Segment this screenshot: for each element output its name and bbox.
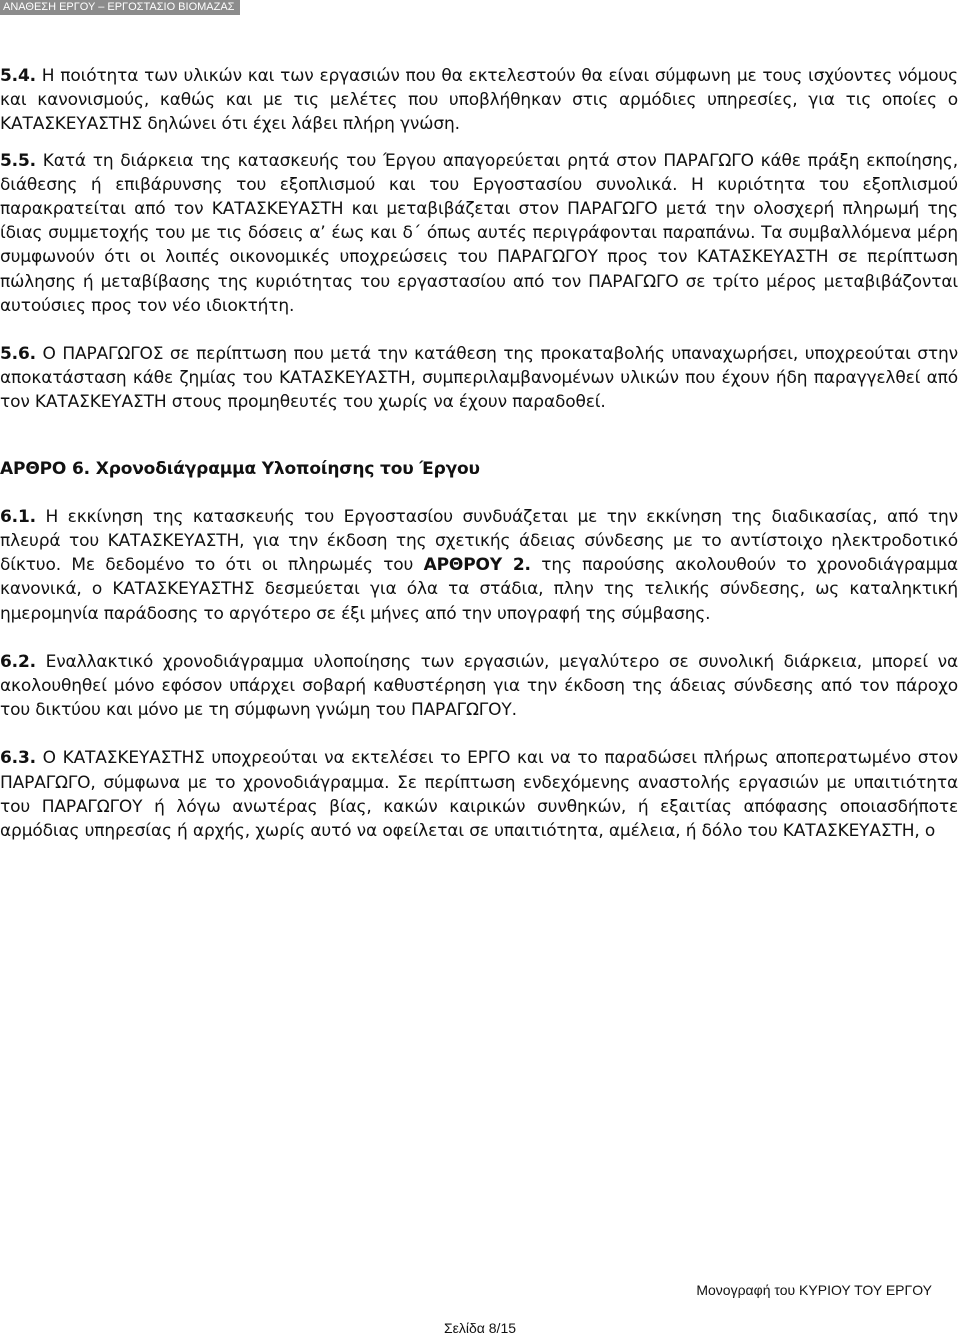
paragraph-5-5 <box>0 149 958 318</box>
paragraph-number: 6.1. <box>0 506 36 527</box>
page-number: Σελίδα 8/15 <box>443 1320 517 1336</box>
paragraph-5-6 <box>0 342 958 415</box>
paragraph-text: Ο ΠΑΡΑΓΩΓΟΣ σε περίπτωση που μετά την κατάθεση της προκαταβολής υπαναχωρήσει, υποχρεούται στην αποκατάσταση κάθε ζημίας του ΚΑΤΑΣΚΕΥΑΣΤΗ, συμπεριλαμβανομένων υλικών που έχουν ήδη παραγγελθεί από τον ΚΑΤΑΣΚΕΥΑΣΤΗ στους προμηθευτές του χωρίς να έχουν παραδοθεί. <box>0 344 958 413</box>
paragraph-text: Η ποιότητα των υλικών και των εργασιών που θα εκτελεστούν θα είναι σύμφωνη με τους ισχύοντες νόμους και κανονισμούς, καθώς και με τις μελέτες που υποβλήθηκαν στις αρμόδιες υπηρεσίες, για τις οποίες ο ΚΑΤΑΣΚΕΥΑΣΤΗΣ δηλώνει ότι έχει λάβει πλήρη γνώση. <box>0 66 958 135</box>
paragraph-text: Κατά τη διάρκεια της κατασκευής του Έργου απαγορεύεται ρητά στον ΠΑΡΑΓΩΓΟ κάθε πράξη εκποίησης, διάθεσης ή επιβάρυνσης του εξοπλισμού και του Εργοστασίου συνολικά. Η κυριότητα του εξοπλισμού παρακρατείται από τον ΚΑΤΑΣΚΕΥΑΣΤΗ και μεταβιβάζεται στον ΠΑΡΑΓΩΓΟ μετά την ολοσχερή πληρωμή της ίδιας συμμετοχής του με τις δόσεις α’ έως και δ΄ όπως αυτές περιγράφονται παραπάνω. Τα συμβαλλόμενα μέρη συμφωνούν ότι οι λοιπές οικονομικές υποχρεώσεις του ΠΑΡΑΓΩΓΟΥ προς τον ΚΑΤΑΣΚΕΥΑΣΤΗ σε περίπτωση πώλησης ή μεταβίβασης της κυριότητας του εργαστασίου από τον ΠΑΡΑΓΩΓΟ σε τρίτο μέρος μεταβιβάζονται αυτούσιες προς τον νέο ιδιοκτήτη. <box>0 150 958 316</box>
paragraph-text: Η εκκίνηση της κατασκευής του Εργοστασίου συνδυάζεται με την εκκίνηση της διαδικασίας, από την πλευρά του ΚΑΤΑΣΚΕΥΑΣΤΗ, για την έκδοση της σχετικής άδειας σύνδεσης με το αντίστοιχο ηλεκτροδοτικό δίκτυο. Με δεδομένο το ότι οι πληρωμές του <box>0 506 958 576</box>
article-title: ΑΡΘΡΟ 6. Χρονοδιάγραμμα Υλοποίησης του Έργου <box>0 458 480 479</box>
paragraph-6-1 <box>0 505 958 626</box>
paragraph-6-2 <box>0 650 958 723</box>
paragraph-6-3 <box>0 746 958 843</box>
article-reference: ΑΡΘΡΟΥ 2. <box>423 555 531 576</box>
paragraph-5-4 <box>0 64 958 137</box>
paragraph-number: 5.6. <box>0 344 36 365</box>
document-body <box>0 64 958 843</box>
paragraph-number: 6.2. <box>0 651 36 672</box>
paragraph-text: Ο ΚΑΤΑΣΚΕΥΑΣΤΗΣ υποχρεούται να εκτελέσει το ΕΡΓΟ και να το παραδώσει πλήρως αποπερατωμένο στον ΠΑΡΑΓΩΓΟ, σύμφωνα με το χρονοδιάγραμμα. Σε περίπτωση ενδεχόμενης αναστολής εργασιών με υπαιτιότητα του ΠΑΡΑΓΩΓΟΥ ή λόγω ανωτέρας βίας, κακών καιρικών συνθηκών, ή εξαιτίας απόφασης οποιασδήποτε αρμόδιας υπηρεσίας ή αρχής, χωρίς αυτό να οφείλεται σε υπαιτιότητα, αμέλεια, ή δόλο του ΚΑΤΑΣΚΕΥΑΣΤΗ, ο <box>0 748 958 842</box>
paragraph-text: Εναλλακτικό χρονοδιάγραμμα υλοποίησης των εργασιών, μεγαλύτερο σε συνολική διάρκεια, μπορεί να ακολουθηθεί μόνο εφόσον υπάρχει σοβαρή καθυστέρηση για την έκδοση της άδειας σύνδεσης από τον πάροχο του δικτύου και μόνο με τη σύμφωνη γνώμη του ΠΑΡΑΓΩΓΟΥ. <box>0 651 958 721</box>
paragraph-number: 6.3. <box>0 748 36 769</box>
running-header: ΑΝΑΘΕΣΗ ΕΡΓΟΥ – ΕΡΓΟΣΤΑΣΙΟ ΒΙΟΜΑΖΑΣ <box>0 0 240 15</box>
paragraph-text: της παρούσης ακολουθούν το χρονοδιάγραμμα κανονικά, ο ΚΑΤΑΣΚΕΥΑΣΤΗΣ δεσμεύεται για όλα τα στάδια, πλην της τελικής σύνδεσης, ως καταληκτική ημερομηνία παράδοσης το αργότερο σε έξι μήνες από την υπογραφή της σύμβασης. <box>0 555 958 624</box>
paragraph-number: 5.4. <box>0 66 36 86</box>
initials-note: Μονογραφή του ΚΥΡΙΟΥ ΤΟΥ ΕΡΓΟΥ <box>696 1282 932 1298</box>
paragraph-number: 5.5. <box>0 150 36 171</box>
